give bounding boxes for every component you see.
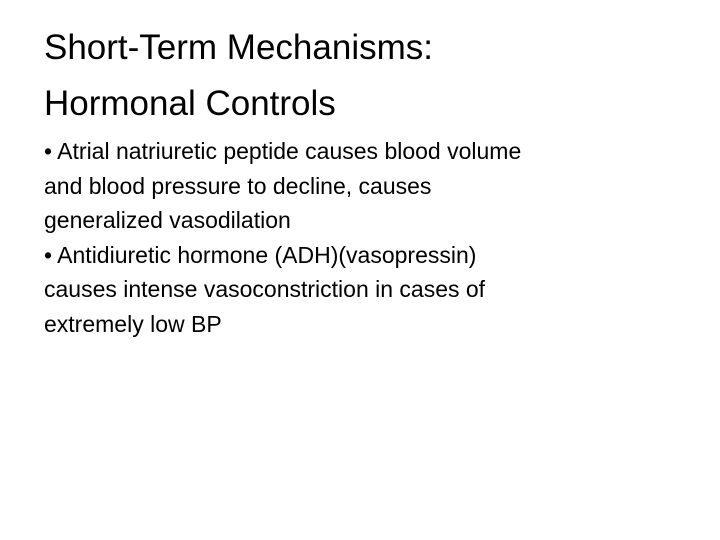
slide-body bbox=[44, 134, 694, 341]
slide-title-line-1: Short-Term Mechanisms: bbox=[44, 28, 433, 67]
bullet-1-line-3: generalized vasodilation bbox=[44, 207, 291, 233]
slide-title bbox=[44, 20, 684, 132]
bullet-1-line-2: and blood pressure to decline, causes bbox=[44, 172, 432, 199]
bullet-2-line-1: • Antidiuretic hormone (ADH)(vasopressin) bbox=[44, 241, 477, 268]
bullet-2-line-3: extremely low BP bbox=[44, 310, 222, 337]
slide-title-line-2: Hormonal Controls bbox=[44, 84, 336, 123]
bullet-1-line-1: • Atrial natriuretic peptide causes blood volume bbox=[44, 138, 522, 164]
bullet-2-line-2: causes intense vasoconstriction in cases of bbox=[44, 276, 486, 302]
